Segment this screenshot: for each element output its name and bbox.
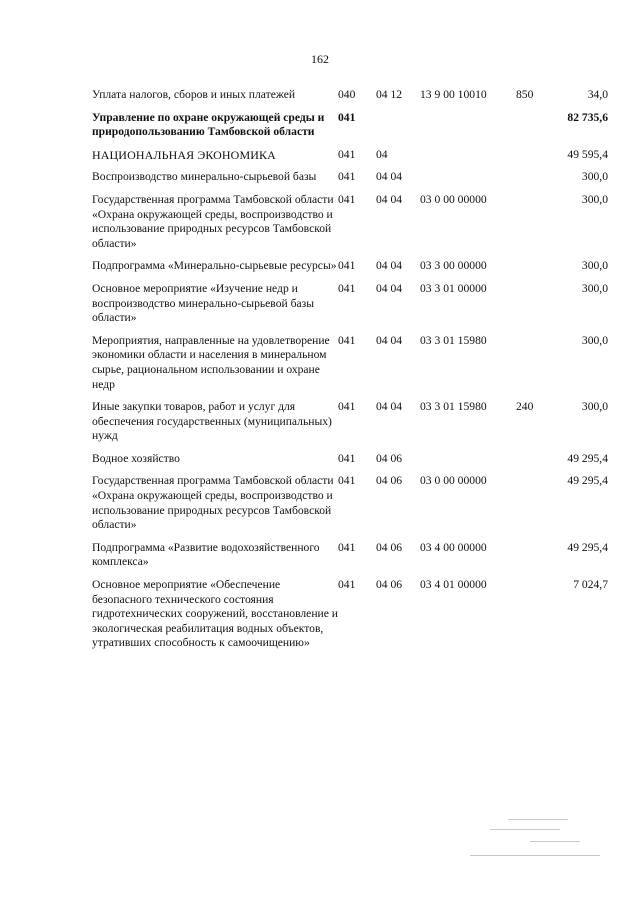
row-ved: 041 xyxy=(338,540,356,554)
row-name: НАЦИОНАЛЬНАЯ ЭКОНОМИКА xyxy=(92,147,276,162)
table-row xyxy=(92,578,608,659)
row-rz: 04 06 xyxy=(376,451,403,465)
table-row xyxy=(92,193,608,259)
row-csr: 03 3 01 00000 xyxy=(420,281,487,295)
row-rz: 04 04 xyxy=(376,170,403,184)
table-row xyxy=(92,474,608,540)
row-sum: 49 295,4 xyxy=(567,451,608,465)
row-vr xyxy=(516,111,546,148)
table-row xyxy=(92,88,608,111)
row-ved: 041 xyxy=(338,578,356,592)
row-csr: 03 0 00 00000 xyxy=(420,474,487,488)
row-ved: 041 xyxy=(338,451,356,465)
row-name: Государственная программа Тамбовской области «Охрана окружающей среды, воспроизводство и использование природных ресурсов Тамбовской области» xyxy=(92,192,334,250)
row-rz: 04 12 xyxy=(376,88,403,101)
row-vr: 850 xyxy=(516,88,534,101)
row-name: Подпрограмма «Минерально-сырьевые ресурсы» xyxy=(92,259,337,273)
row-vr xyxy=(516,282,546,334)
row-rz: 04 06 xyxy=(376,578,403,592)
row-csr: 03 3 01 15980 xyxy=(420,400,487,414)
row-vr xyxy=(516,193,546,259)
row-vr xyxy=(516,474,546,540)
row-ved: 040 xyxy=(338,88,356,101)
row-vr xyxy=(516,259,546,282)
row-name: Управление по охране окружающей среды и природопользованию Тамбовской области xyxy=(92,110,325,139)
row-name: Уплата налогов, сборов и иных платежей xyxy=(92,88,296,101)
row-vr xyxy=(516,148,546,171)
row-csr: 13 9 00 10010 xyxy=(420,88,487,101)
row-sum: 34,0 xyxy=(587,88,608,101)
table-row xyxy=(92,334,608,400)
row-ved: 041 xyxy=(338,147,356,161)
row-sum: 300,0 xyxy=(581,333,608,347)
row-sum: 300,0 xyxy=(581,281,608,295)
row-sum: 82 735,6 xyxy=(567,110,608,124)
row-csr: 03 3 00 00000 xyxy=(420,259,487,273)
row-vr: 240 xyxy=(516,400,534,414)
row-rz xyxy=(376,111,420,148)
row-sum: 300,0 xyxy=(581,192,608,206)
row-rz: 04 04 xyxy=(376,259,403,273)
row-ved: 041 xyxy=(338,192,356,206)
row-csr xyxy=(420,452,516,475)
row-csr: 03 0 00 00000 xyxy=(420,192,487,206)
row-vr xyxy=(516,334,546,400)
table-row xyxy=(92,148,608,171)
row-csr xyxy=(420,111,516,148)
row-ved: 041 xyxy=(338,474,356,488)
row-csr: 03 4 01 00000 xyxy=(420,578,487,592)
table-row xyxy=(92,541,608,578)
row-vr xyxy=(516,452,546,475)
page-number: 162 xyxy=(311,52,329,66)
row-rz: 04 06 xyxy=(376,540,403,554)
row-rz: 04 xyxy=(376,147,388,161)
budget-table xyxy=(92,88,608,659)
row-name: Подпрограмма «Развитие водохозяйственного комплекса» xyxy=(92,540,320,569)
table-row xyxy=(92,111,608,148)
budget-rows xyxy=(92,88,608,659)
row-csr: 03 3 01 15980 xyxy=(420,333,487,347)
row-ved: 041 xyxy=(338,259,356,273)
row-name: Основное мероприятие «Изучение недр и воспроизводство минерально-сырьевой базы области» xyxy=(92,281,315,325)
row-sum: 7 024,7 xyxy=(573,578,608,592)
row-sum: 49 295,4 xyxy=(567,540,608,554)
row-vr xyxy=(516,541,546,578)
row-vr xyxy=(516,578,546,659)
row-sum: 300,0 xyxy=(581,170,608,184)
row-rz: 04 04 xyxy=(376,333,403,347)
row-ved: 041 xyxy=(338,170,356,184)
row-name: Основное мероприятие «Обеспечение безопасного технического состояния гидротехнических сооружений, восстановление и экологическая реабилитация водных объектов, утративших способность к самоочищению» xyxy=(92,578,338,650)
row-csr: 03 4 00 00000 xyxy=(420,540,487,554)
row-name: Воспроизводство минерально-сырьевой базы xyxy=(92,170,317,184)
row-rz: 04 04 xyxy=(376,400,403,414)
row-csr xyxy=(420,170,516,193)
row-sum: 49 295,4 xyxy=(567,474,608,488)
row-name: Иные закупки товаров, работ и услуг для обеспечения государственных (муниципальных) нужд xyxy=(92,400,332,443)
row-rz: 04 04 xyxy=(376,281,403,295)
row-rz: 04 06 xyxy=(376,474,403,488)
row-name: Водное хозяйство xyxy=(92,451,180,465)
row-name: Государственная программа Тамбовской области «Охрана окружающей среды, воспроизводство и использование природных ресурсов Тамбовской области» xyxy=(92,474,334,532)
table-row xyxy=(92,452,608,475)
row-ved: 041 xyxy=(338,281,356,295)
row-csr xyxy=(420,148,516,171)
row-ved: 041 xyxy=(338,400,356,414)
table-row xyxy=(92,170,608,193)
row-ved: 041 xyxy=(338,110,356,124)
table-row xyxy=(92,400,608,452)
row-sum: 49 595,4 xyxy=(567,147,608,161)
table-row xyxy=(92,259,608,282)
row-ved: 041 xyxy=(338,333,356,347)
row-vr xyxy=(516,170,546,193)
faded-stamp-mark xyxy=(470,815,610,865)
table-row xyxy=(92,282,608,334)
row-name: Мероприятия, направленные на удовлетворение экономики области и населения в минеральном сырье, рациональном использовании и охране недр xyxy=(92,333,330,391)
row-rz: 04 04 xyxy=(376,192,403,206)
row-sum: 300,0 xyxy=(581,259,608,273)
row-sum: 300,0 xyxy=(581,400,608,414)
